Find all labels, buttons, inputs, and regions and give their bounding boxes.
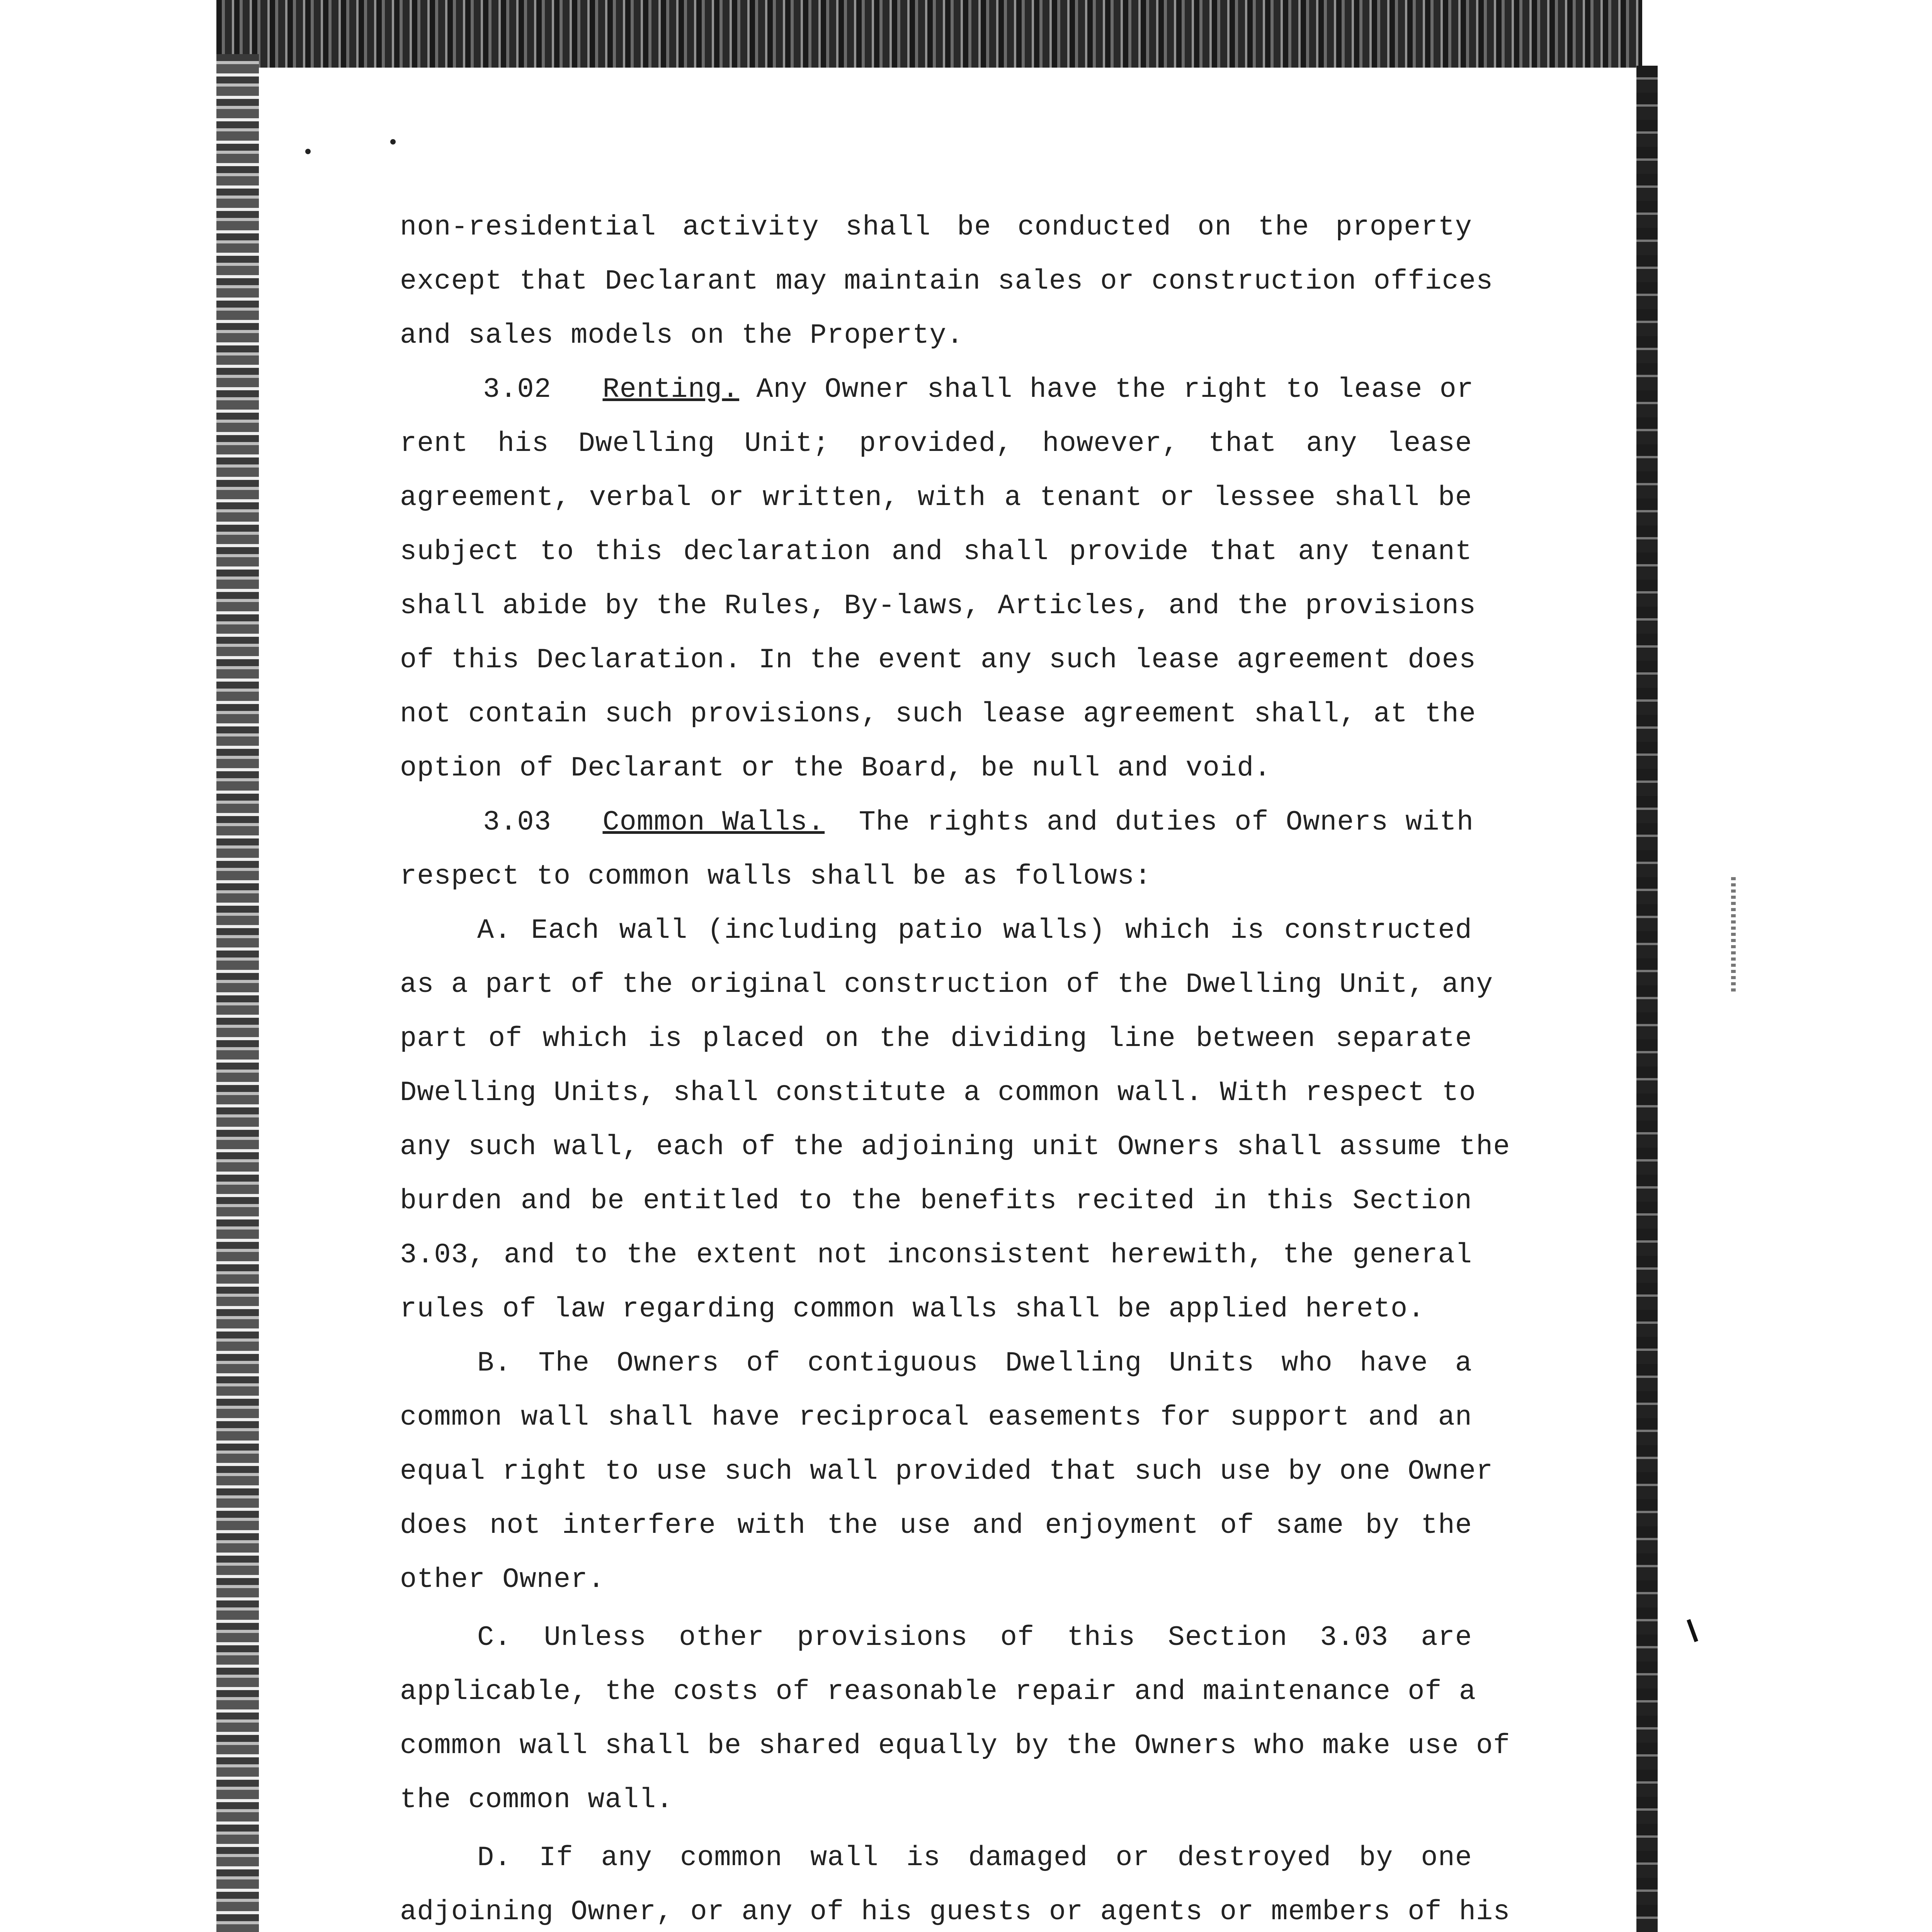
text-line: 3.03, and to the extent not inconsistent herewith, the general	[400, 1239, 1472, 1271]
section-302-first-line	[483, 371, 1472, 408]
text-line: the common wall.	[400, 1784, 673, 1816]
text-line: The rights and duties of Owners with	[859, 806, 1474, 838]
text-line: agreement, verbal or written, with a tenant or lessee shall be	[400, 482, 1472, 514]
text-line: does not interfere with the use and enjoyment of same by the	[400, 1510, 1472, 1541]
scan-speck	[390, 139, 396, 145]
scan-border-top	[216, 0, 1642, 68]
text-line: equal right to use such wall provided that such use by one Owner	[400, 1456, 1493, 1487]
text-line: not contain such provisions, such lease agreement shall, at the	[400, 698, 1476, 730]
text-line: non-residential activity shall be conducted on the property	[400, 211, 1472, 243]
text-line: part of which is placed on the dividing line between separate	[400, 1023, 1472, 1054]
text-line: and sales models on the Property.	[400, 320, 964, 351]
section-303-first-line	[483, 804, 1472, 841]
scan-border-left	[216, 54, 259, 1932]
scan-stray-mark	[1687, 1619, 1698, 1642]
text-line: any such wall, each of the adjoining unit Owners shall assume the	[400, 1131, 1510, 1163]
text-line: except that Declarant may maintain sales or construction offices	[400, 265, 1493, 297]
text-line: common wall shall have reciprocal easements for support and an	[400, 1401, 1472, 1433]
text-line: common wall shall be shared equally by the Owners who make use of	[400, 1730, 1510, 1762]
scan-speck	[305, 149, 311, 154]
text-line: applicable, the costs of reasonable repair and maintenance of a	[400, 1676, 1476, 1708]
scan-border-right	[1636, 66, 1658, 1932]
text-line: as a part of the original construction of the Dwelling Unit, any	[400, 969, 1493, 1000]
text-line: option of Declarant or the Board, be null and void.	[400, 752, 1271, 784]
text-line: respect to common walls shall be as follows:	[400, 861, 1152, 892]
text-line: other Owner.	[400, 1564, 605, 1595]
scan-artifact-strip	[1731, 877, 1736, 993]
section-number: 3.03	[483, 806, 551, 838]
section-heading-renting: Renting.	[602, 374, 740, 405]
text-line: of this Declaration. In the event any such lease agreement does	[400, 644, 1476, 676]
text-line: Dwelling Units, shall constitute a common wall. With respect to	[400, 1077, 1476, 1109]
text-line: shall abide by the Rules, By-laws, Articles, and the provisions	[400, 590, 1476, 622]
text-line: Any Owner shall have the right to lease or	[756, 374, 1474, 405]
text-line: rules of law regarding common walls shall be applied hereto.	[400, 1293, 1425, 1325]
text-line: D. If any common wall is damaged or destroyed by one	[477, 1842, 1472, 1874]
section-heading-common-walls: Common Walls.	[602, 806, 825, 838]
text-line: subject to this declaration and shall provide that any tenant	[400, 536, 1472, 568]
text-line: C. Unless other provisions of this Section 3.03 are	[477, 1622, 1472, 1653]
text-line: burden and be entitled to the benefits recited in this Section	[400, 1185, 1472, 1217]
text-line: B. The Owners of contiguous Dwelling Units who have a	[477, 1347, 1472, 1379]
text-line: rent his Dwelling Unit; provided, however, that any lease	[400, 428, 1472, 459]
section-number: 3.02	[483, 374, 551, 405]
text-line: adjoining Owner, or any of his guests or agents or members of his	[400, 1896, 1510, 1928]
text-line: A. Each wall (including patio walls) which is constructed	[477, 915, 1472, 946]
